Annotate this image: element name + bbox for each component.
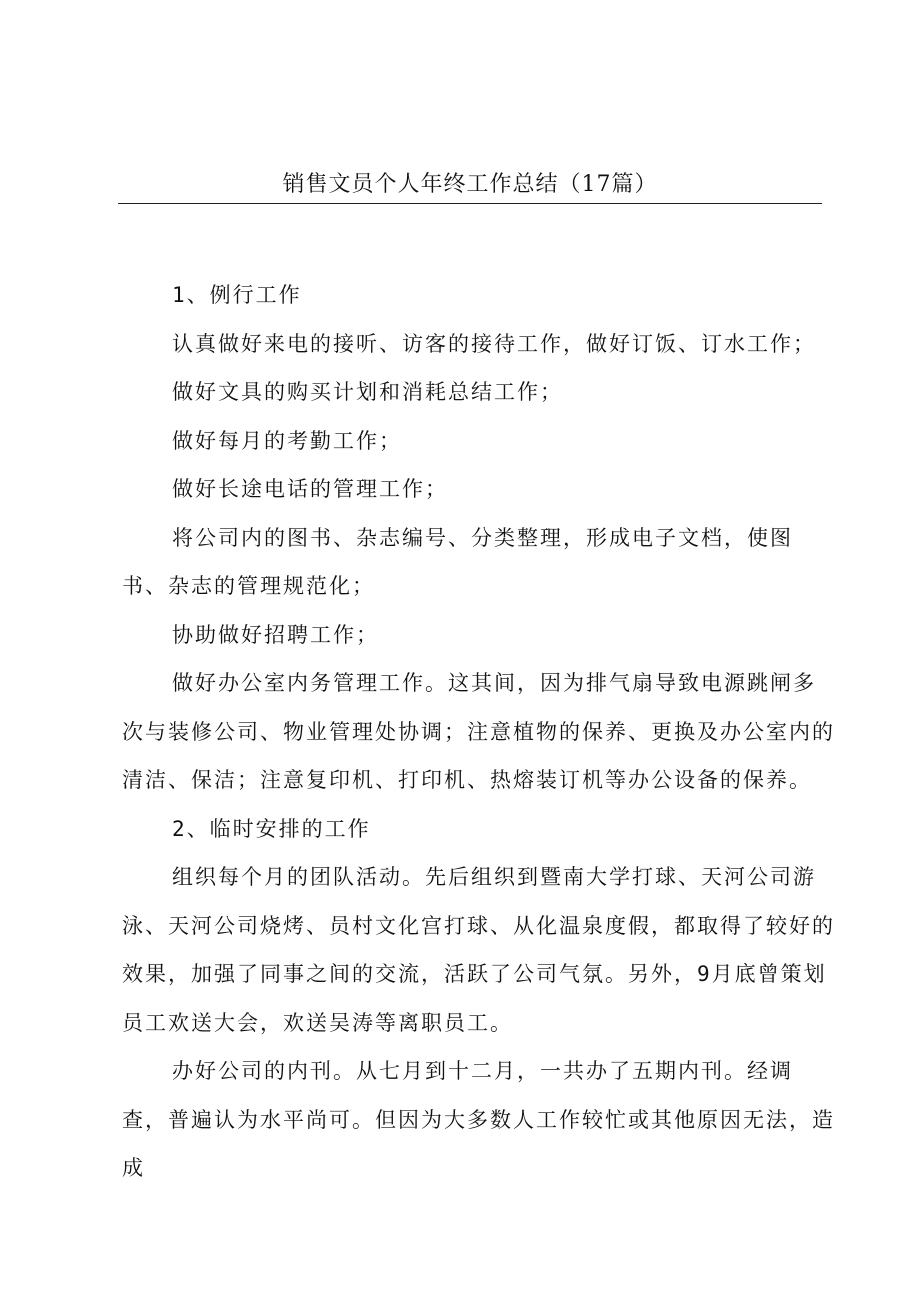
section-heading-routine: 1、例行工作: [172, 283, 302, 307]
paragraph: 认真做好来电的接听、访客的接待工作，做好订饭、订水工作；: [172, 331, 816, 356]
paragraph: 组织每个月的团队活动。先后组织到暨南大学打球、天河公司游泳、天河公司烧烤、员村文化宫打球、从化温泉度假，都取得了较好的效果，加强了同事之间的交流，活跃了公司气氛。另外，9月底曾策划员工欢送大会，欢送吴涛等离职员工。: [122, 865, 835, 1035]
document-body: [122, 271, 838, 1193]
paragraph: 做好办公室内务管理工作。这其间，因为排气扇导致电源跳闸多次与装修公司、物业管理处协调；注意植物的保养、更换及办公室内的清洁、保洁；注意复印机、打印机、热熔装订机等办公设备的保养。: [122, 671, 835, 792]
paragraph: 办好公司的内刊。从七月到十二月，一共办了五期内刊。经调查，普遍认为水平尚可。但因为大多数人工作较忙或其他原因无法，造成: [122, 1059, 835, 1180]
paragraph: 协助做好招聘工作；: [172, 622, 379, 647]
paragraph: 将公司内的图书、杂志编号、分类整理，形成电子文档，使图书、杂志的管理规范化；: [122, 525, 793, 598]
document-title: 销售文员个人年终工作总结（17篇）: [282, 172, 658, 197]
paragraph: 做好文具的购买计划和消耗总结工作；: [172, 380, 563, 404]
title-underline: [118, 203, 822, 204]
paragraph: 做好每月的考勤工作；: [172, 428, 402, 453]
section-heading-temporary: 2、临时安排的工作: [172, 816, 371, 841]
paragraph: 做好长途电话的管理工作；: [172, 477, 448, 501]
